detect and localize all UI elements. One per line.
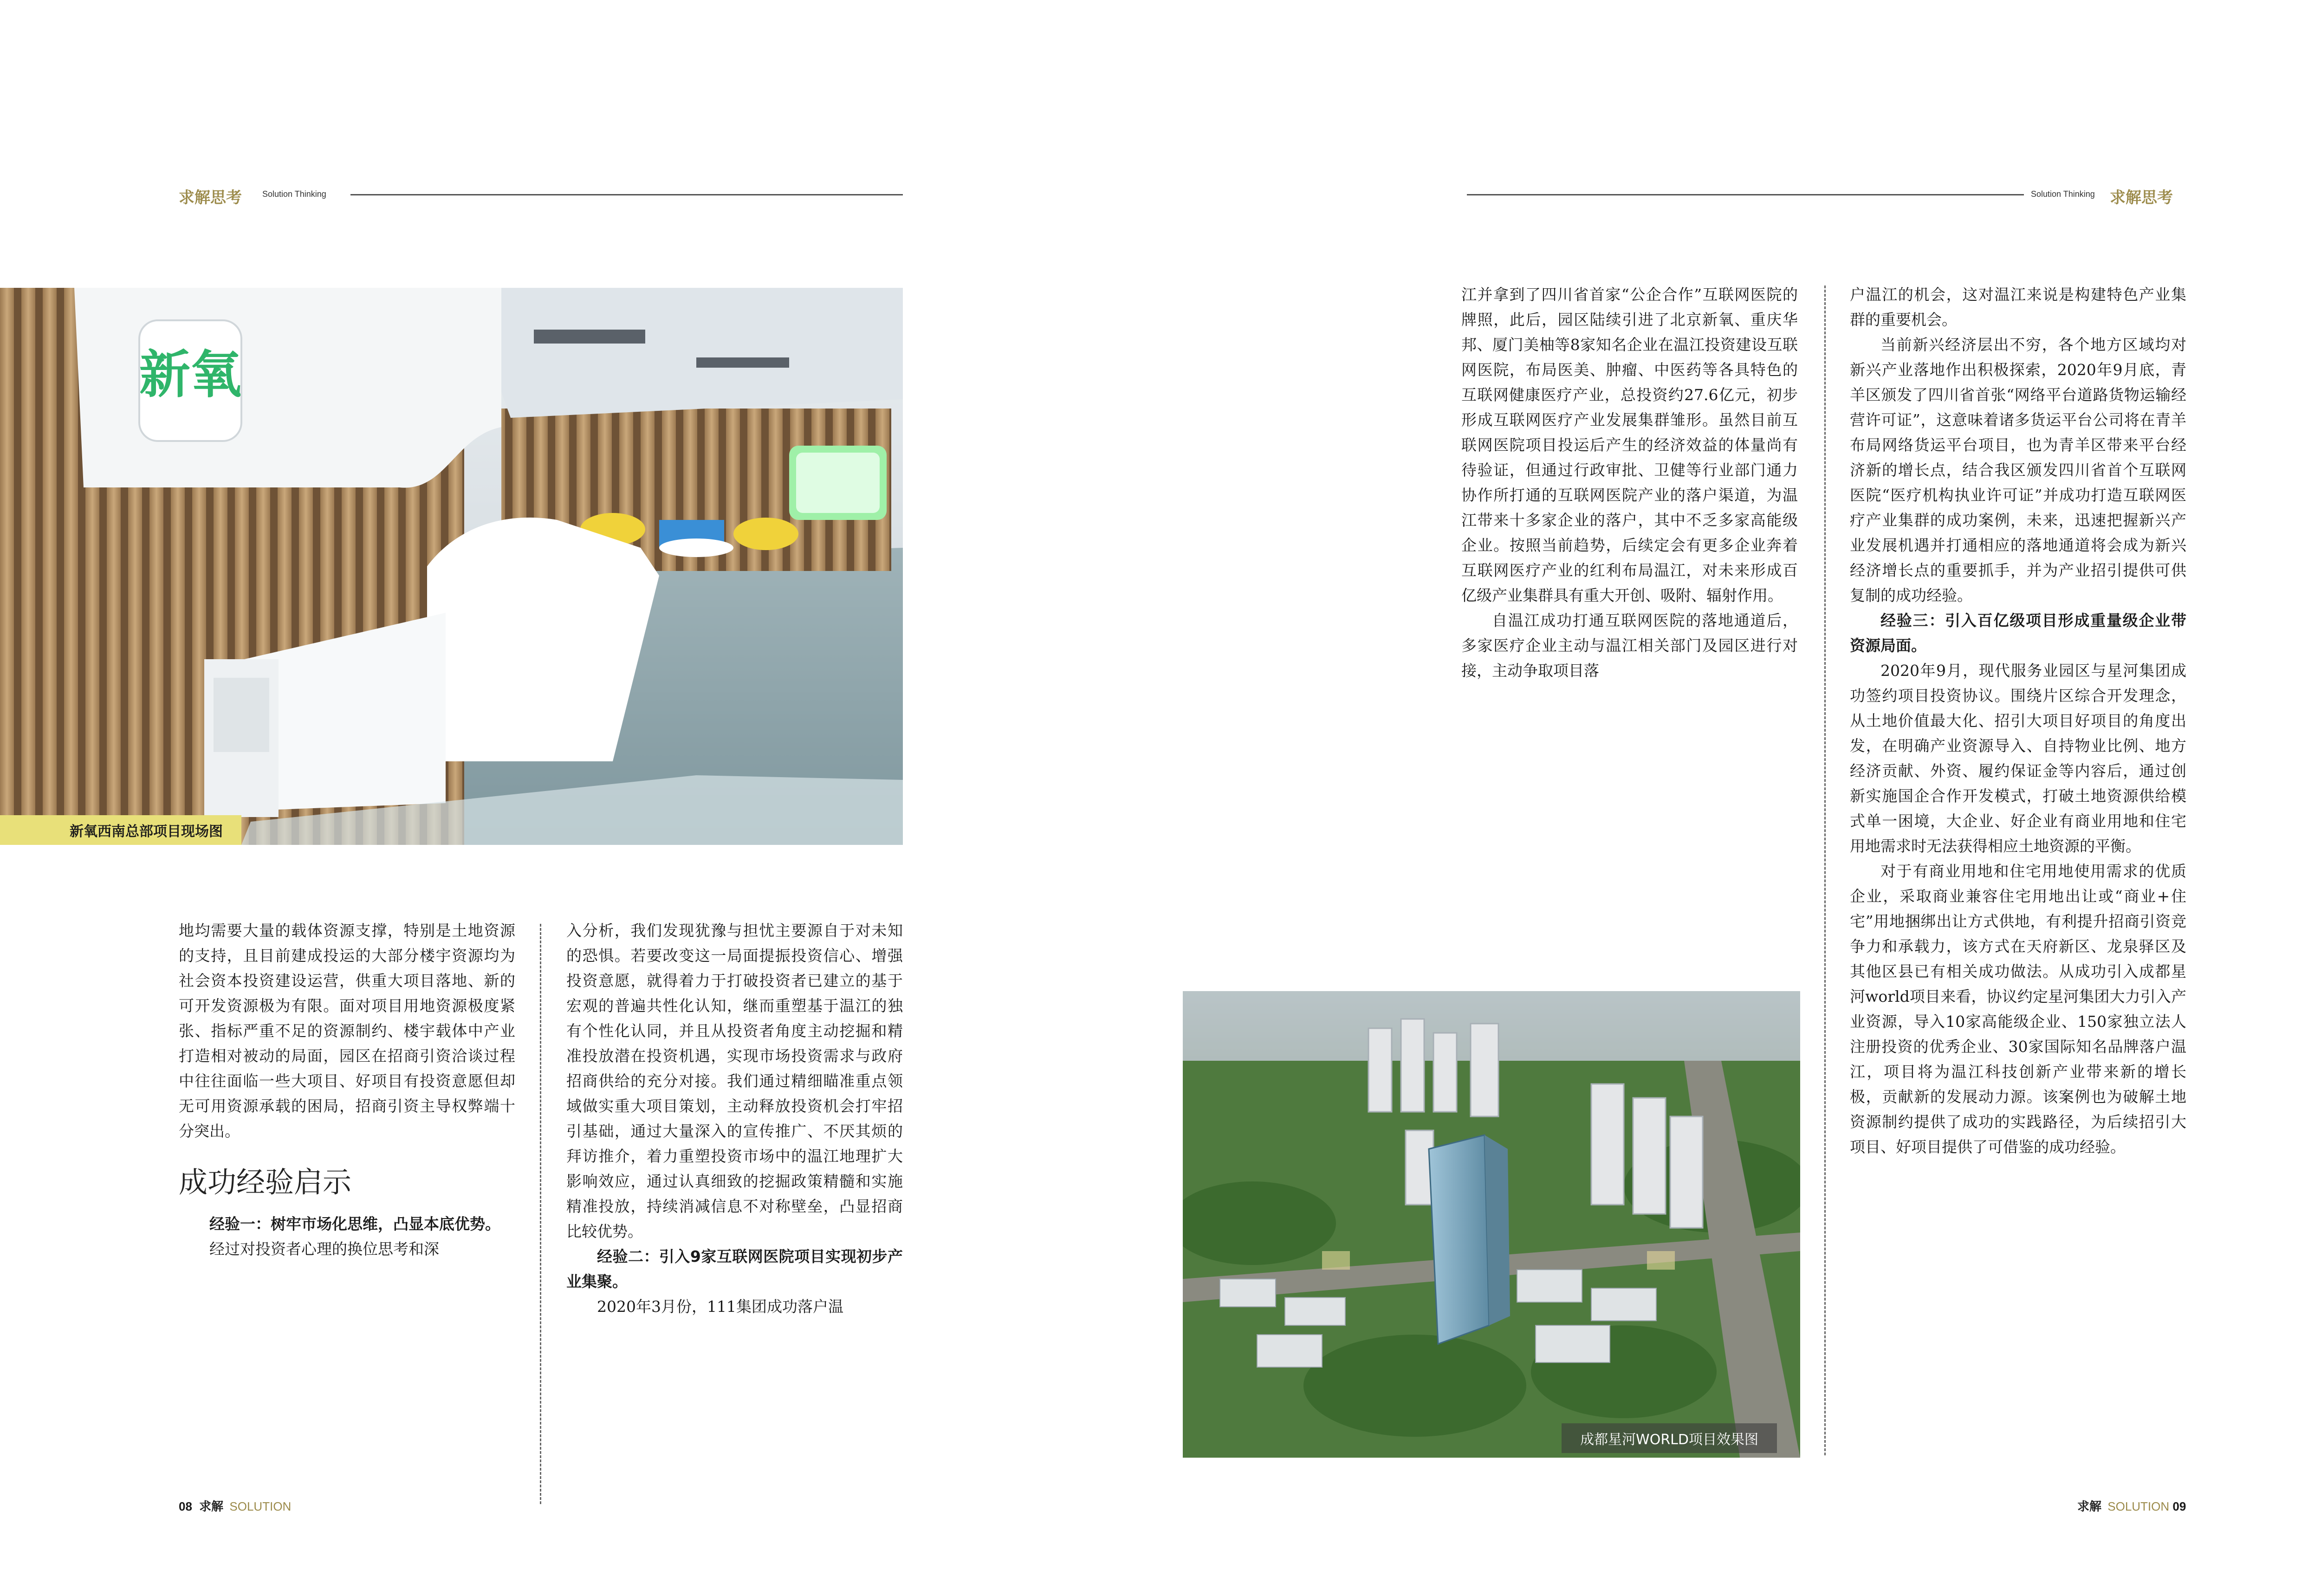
paragraph: 户温江的机会，这对温江来说是构建特色产业集群的重要机会。 <box>1850 285 2186 329</box>
logo-sign: 新氧 <box>139 345 241 404</box>
column-divider <box>1824 285 1826 1455</box>
paragraph: 对于有商业用地和住宅用地使用需求的优质企业，采取商业兼容住宅用地出让或“商业+住宅”用地捆绑出让方式供地，有利提升招商引资竞争力和承载力，该方式在天府新区、龙泉驿区及其他区县已有相关成功做法。从成功引入成都星河world项目来看，协议约定星河集团大力引入产业资源，导入10家高能级企业、150家独立法人注册投资的优秀企业、30家国际知名品牌落户温江，项目将为温江科技创新产业带来新的增长极，贡献新的发展动力源。该案例也为破解土地资源制约提供了成功的实践路径，为后续招引大项目、好项目提供了可借鉴的成功经验。 <box>1850 862 2186 1156</box>
photo-caption: 成都星河WORLD项目效果图 <box>1562 1423 1777 1453</box>
footer-brand-en: SOLUTION <box>229 1499 292 1513</box>
column-2 <box>566 918 903 1319</box>
header-rule <box>350 194 903 195</box>
header-title: 求解思考 <box>2110 188 2173 207</box>
column-4 <box>1850 282 2186 1160</box>
paragraph: 经过对投资者心理的换位思考和深 <box>209 1240 439 1258</box>
header-subtitle: Solution Thinking <box>262 189 326 199</box>
photo-caption: 新氧西南总部项目现场图 <box>0 815 241 845</box>
column-divider <box>540 924 541 1504</box>
paragraph: 江并拿到了四川省首家“公企合作”互联网医院的牌照，此后，园区陆续引进了北京新氧、重庆华邦、厦门美柚等8家知名企业在温江投资建设互联网医院，布局医美、肿瘤、中医药等各具特色的互联网健康医疗产业，总投资约27.6亿元，初步形成互联网医疗产业发展集群雏形。虽然目前互联网医院项目投运后产生的经济效益的体量尚有待验证，但通过行政审批、卫健等行业部门通力协作所打通的互联网医院产业的落户渠道，为温江带来十多家企业的落户，其中不乏多家高能级企业。按照当前趋势，后续定会有更多企业奔着互联网医疗产业的红利布局温江，对未来形成百亿级产业集群具有重大开创、吸附、辐射作用。 <box>1461 285 1798 604</box>
footer-brand: 求解 <box>2077 1500 2102 1514</box>
column-3 <box>1461 282 1798 683</box>
header-title: 求解思考 <box>179 188 242 207</box>
paragraph: 自温江成功打通互联网医院的落地通道后，多家医疗企业主动与温江相关部门及园区进行对接，主动争取项目落 <box>1461 611 1798 680</box>
paragraph: 当前新兴经济层出不穷，各个地方区域均对新兴产业落地作出积极探索，2020年9月底，青羊区颁发了四川省首张“网络平台道路货物运输经营许可证”，这意味着诸多货运平台公司将在青羊布局网络货运平台项目，也为青羊区带来平台经济新的增长点，结合我区颁发四川省首个互联网医院“医疗机构执业许可证”并成功打造互联网医疗产业集群的成功案例，未来，迅速把握新兴产业发展机遇并打通相应的落地通道将会成为新兴经济增长点的重要抓手，并为产业招引提供可供复制的成功经验。 <box>1850 336 2186 604</box>
column-1 <box>179 918 515 1262</box>
paragraph: 2020年9月，现代服务业园区与星河集团成功签约项目投资协议。围绕片区综合开发理念，从土地价值最大化、招引大项目好项目的角度出发，在明确产业资源导入、自持物业比例、地方经济贡献、外资、履约保证金等内容后，通过创新实施国企合作开发模式，打破土地资源供给模式单一困境，大企业、好企业有商业用地和住宅用地需求时无法获得相应土地资源的平衡。 <box>1850 662 2186 855</box>
paragraph: 2020年3月份，111集团成功落户温 <box>597 1298 843 1316</box>
header-rule <box>1467 194 2024 195</box>
photo-xinyang-office <box>0 288 903 845</box>
footer-brand: 求解 <box>199 1500 224 1514</box>
header-left <box>179 185 903 205</box>
photo-xinghe-world <box>1183 991 1800 1458</box>
header-right <box>1467 185 2191 205</box>
experience-one-heading: 经验一：树牢市场化思维，凸显本底优势。 <box>209 1215 500 1233</box>
experience-three-heading: 经验三：引入百亿级项目形成重量级企业带资源局面。 <box>1850 611 2186 655</box>
section-title: 成功经验启示 <box>179 1165 352 1199</box>
footer-brand-en: SOLUTION <box>2107 1499 2170 1513</box>
experience-two-heading: 经验二：引入9家互联网医院项目实现初步产业集聚。 <box>566 1247 903 1291</box>
page-number: 08 <box>179 1499 192 1513</box>
footer-left <box>179 1497 291 1514</box>
office-illustration <box>0 288 903 845</box>
paragraph: 入分析，我们发现犹豫与担忧主要源自于对未知的恐惧。若要改变这一局面提振投资信心、增强投资意愿，就得着力于打破投资者已建立的基于宏观的普遍共性化认知，继而重塑基于温江的独有个性化认同，并且从投资者角度主动挖掘和精准投放潜在投资机遇，实现市场投资需求与政府招商供给的充分对接。我们通过精细瞄准重点领域做实重大项目策划，主动释放投资机会打牢招引基础，通过大量深入的宣传推广、不厌其烦的拜访推介，着力重塑投资市场中的温江地理扩大影响效应，通过认真细致的挖掘政策精髓和实施精准投放，持续消减信息不对称壁垒，凸显招商比较优势。 <box>566 921 903 1240</box>
page-number: 09 <box>2172 1499 2186 1513</box>
footer-right <box>2077 1497 2186 1514</box>
aerial-rendering-illustration <box>1183 991 1800 1458</box>
paragraph: 地均需要大量的载体资源支撑，特别是土地资源的支持，且目前建成投运的大部分楼宇资源均为社会资本投资建设运营，供重大项目落地、新的可开发资源极为有限。面对项目用地资源极度紧张、指标严重不足的资源制约、楼宇载体中产业打造相对被动的局面，园区在招商引资洽谈过程中往往面临一些大项目、好项目有投资意愿但却无可用资源承载的困局，招商引资主导权弊端十分突出。 <box>179 921 515 1140</box>
header-subtitle: Solution Thinking <box>2031 189 2095 199</box>
